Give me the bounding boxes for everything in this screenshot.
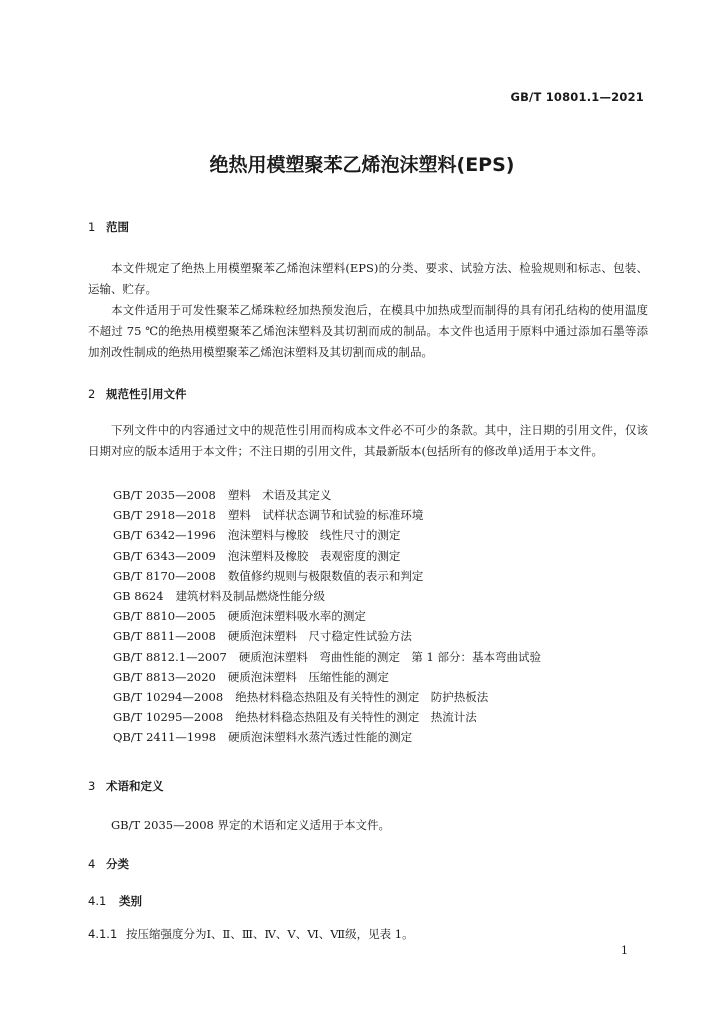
clause-4-1-1 <box>88 926 414 942</box>
terms-paragraph: GB/T 2035—2008 界定的术语和定义适用于本文件。 <box>111 818 391 832</box>
clause-number: 4.1.1 <box>88 927 118 941</box>
section-1-heading <box>88 219 129 235</box>
section-title: 范围 <box>106 220 129 234</box>
section-3-heading <box>88 778 164 794</box>
reference-item: GB/T 2035—2008 塑料 术语及其定义 <box>113 488 332 502</box>
reference-item: GB/T 8810—2005 硬质泡沫塑料吸水率的测定 <box>113 609 366 624</box>
reference-item: GB/T 8170—2008 数值修约规则与极限数值的表示和判定 <box>113 568 424 583</box>
section-title: 分类 <box>106 857 129 871</box>
page-number: 1 <box>621 944 628 957</box>
reference-list <box>113 485 541 748</box>
scope-paragraph-1: 本文件规定了绝热上用模塑聚苯乙烯泡沫塑料(EPS)的分类、要求、试验方法、检验规则和标志、包装、运输、贮存。 <box>88 261 648 296</box>
document-title: 绝热用模塑聚苯乙烯泡沫塑料(EPS) <box>209 154 515 176</box>
subsection-title: 类别 <box>119 894 142 908</box>
section-2-heading <box>88 386 187 402</box>
section-number: 1 <box>88 220 96 234</box>
section-number: 3 <box>88 779 96 793</box>
section-title: 术语和定义 <box>106 779 164 793</box>
reference-item: GB/T 6343—2009 泡沫塑料及橡胶 表观密度的测定 <box>113 548 401 563</box>
reference-item: GB 8624 建筑材料及制品燃烧性能分级 <box>113 589 326 604</box>
reference-item: GB/T 10295—2008 绝热材料稳态热阻及有关特性的测定 热流计法 <box>113 710 477 725</box>
section-number: 4 <box>88 857 96 871</box>
section-4-heading <box>88 856 129 872</box>
clause-text: 按压缩强度分为Ⅰ、Ⅱ、Ⅲ、Ⅳ、Ⅴ、Ⅵ、Ⅶ级，见表 1。 <box>126 927 414 941</box>
reference-item: GB/T 2918—2018 塑料 试样状态调节和试验的标准环境 <box>113 508 424 523</box>
reference-item: GB/T 8812.1—2007 硬质泡沫塑料 弯曲性能的测定 第 1 部分：基本弯曲试验 <box>113 649 541 664</box>
reference-item: GB/T 6342—1996 泡沫塑料与橡胶 线性尺寸的测定 <box>113 528 401 543</box>
reference-item: GB/T 8811—2008 硬质泡沫塑料 尺寸稳定性试验方法 <box>113 629 412 644</box>
scope-paragraph-2: 本文件适用于可发性聚苯乙烯珠粒经加热预发泡后，在模具中加热成型而制得的具有闭孔结构的使用温度不超过 75 ℃的绝热用模塑聚苯乙烯泡沫塑料及其切割而成的制品。本文件也适用于原料中通过添加石墨等添加剂改性制成的绝热用模塑聚苯乙烯泡沫塑料及其切割而成的制品。 <box>88 303 648 359</box>
subsection-4-1-heading <box>88 893 142 909</box>
reference-item: GB/T 8813—2020 硬质泡沫塑料 压缩性能的测定 <box>113 669 389 684</box>
standard-code: GB/T 10801.1—2021 <box>510 90 644 104</box>
reference-item: GB/T 10294—2008 绝热材料稳态热阻及有关特性的测定 防护热板法 <box>113 690 489 705</box>
section-number: 2 <box>88 387 96 401</box>
subsection-number: 4.1 <box>88 894 107 908</box>
section-title: 规范性引用文件 <box>106 387 187 401</box>
normative-intro: 下列文件中的内容通过文中的规范性引用而构成本文件必不可少的条款。其中，注日期的引用文件，仅该日期对应的版本适用于本文件；不注日期的引用文件，其最新版本(包括所有的修改单)适用于本文件。 <box>88 423 648 458</box>
reference-item: QB/T 2411—1998 硬质泡沫塑料水蒸汽透过性能的测定 <box>113 730 413 745</box>
